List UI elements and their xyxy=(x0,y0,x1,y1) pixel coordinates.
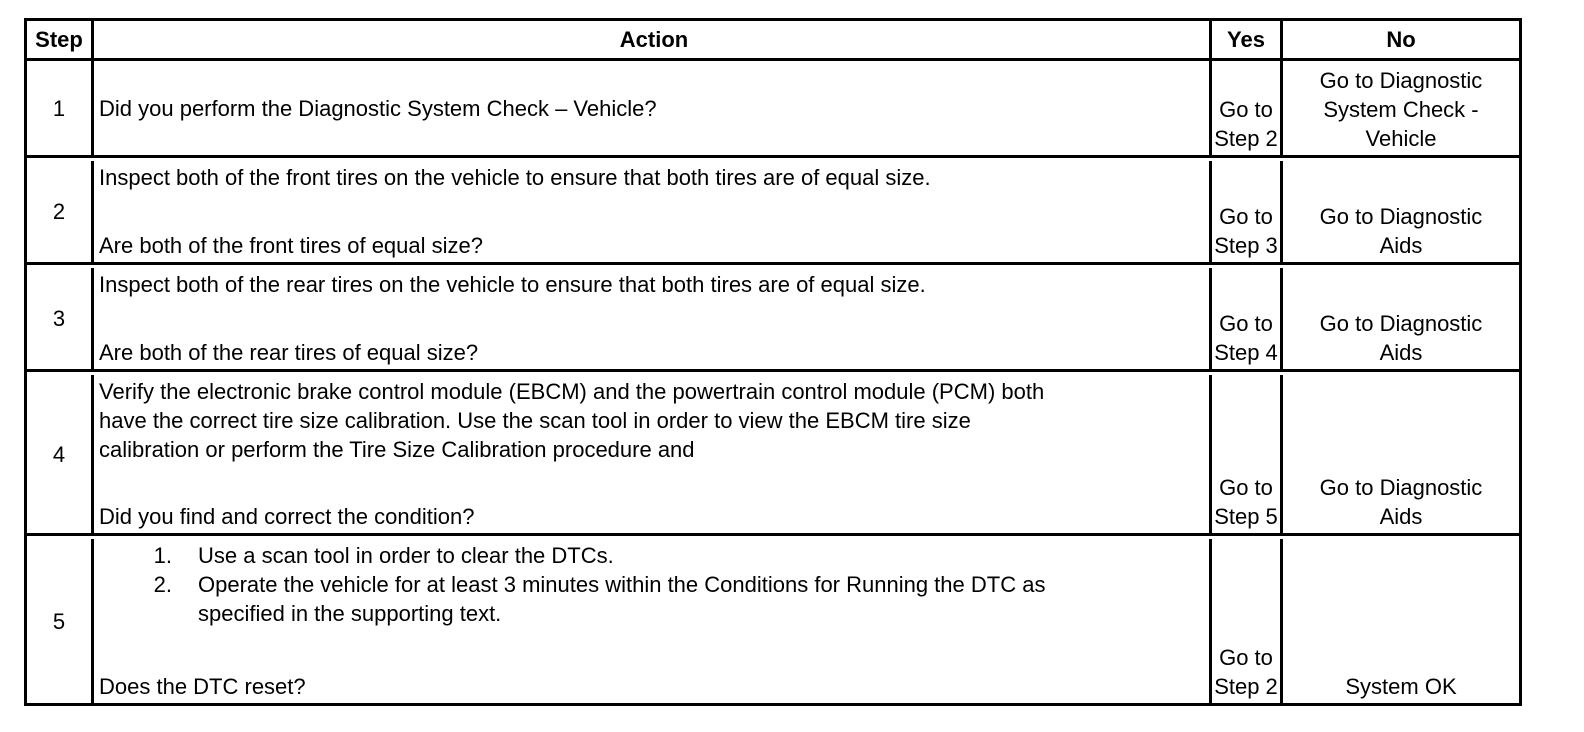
yes-line: Go to xyxy=(1219,204,1273,229)
no-cell xyxy=(1280,268,1519,369)
yes-cell xyxy=(1209,268,1280,369)
header-yes: Yes xyxy=(1209,21,1280,58)
diagnostic-table xyxy=(24,18,1522,706)
action-cell xyxy=(91,539,1209,703)
no-cell xyxy=(1280,375,1519,533)
action-cell xyxy=(91,375,1209,533)
yes-cell xyxy=(1209,375,1280,533)
yes-cell xyxy=(1209,539,1280,703)
no-line: Vehicle xyxy=(1365,126,1437,151)
action-question xyxy=(91,61,1209,155)
no-line: Go to Diagnostic xyxy=(1319,68,1483,93)
no-line: Go to Diagnostic xyxy=(1319,311,1483,336)
instruction-text: Inspect both of the rear tires on the vehicle to ensure that both tires are of equal size. xyxy=(99,272,926,297)
yes-line: Step 2 xyxy=(1214,674,1278,699)
instruction-text: Inspect both of the front tires on the vehicle to ensure that both tires are of equal size. xyxy=(99,165,931,190)
no-line: Aids xyxy=(1379,233,1423,258)
no-line: Aids xyxy=(1379,340,1423,365)
yes-line: Go to xyxy=(1219,97,1273,122)
header-action: Action xyxy=(91,21,1209,58)
action-cell xyxy=(91,268,1209,369)
question-text: Did you perform the Diagnostic System Check – Vehicle? xyxy=(99,95,657,121)
question-text: Does the DTC reset? xyxy=(99,674,306,699)
instruction-line: calibration or perform the Tire Size Calibration procedure and xyxy=(99,437,695,462)
instruction-line: Verify the electronic brake control module (EBCM) and the powertrain control module (PCM) both xyxy=(99,379,1045,404)
list-item xyxy=(94,570,1201,628)
yes-cell xyxy=(1209,161,1280,262)
table-row xyxy=(27,61,1519,158)
step-number: 1 xyxy=(52,95,66,121)
table-row xyxy=(27,161,1519,265)
no-line: System Check - xyxy=(1323,97,1479,122)
step-number: 5 xyxy=(52,608,66,634)
list-line: specified in the supporting text. xyxy=(198,601,502,626)
step-number: 2 xyxy=(52,199,66,224)
list-item xyxy=(94,541,1201,570)
yes-line: Step 4 xyxy=(1214,340,1278,365)
instruction-text xyxy=(99,377,1201,464)
yes-line: Step 5 xyxy=(1214,504,1278,529)
no-cell xyxy=(1280,539,1519,703)
question-text: Are both of the rear tires of equal size? xyxy=(99,340,479,365)
no-cell xyxy=(1280,61,1519,155)
no-cell xyxy=(1280,161,1519,262)
list-line: Use a scan tool in order to clear the DTCs. xyxy=(198,543,614,568)
yes-line: Step 3 xyxy=(1214,233,1278,258)
header-no: No xyxy=(1280,21,1519,58)
table-row xyxy=(27,268,1519,372)
list-number: 1. xyxy=(153,543,172,568)
numbered-list xyxy=(94,541,1201,628)
yes-cell xyxy=(1209,61,1280,155)
list-number: 2. xyxy=(153,572,172,597)
question-text: Did you find and correct the condition? xyxy=(99,504,475,529)
question-text: Are both of the front tires of equal size? xyxy=(99,233,484,258)
instruction-line: have the correct tire size calibration. Use the scan tool in order to view the EBCM tire size xyxy=(99,408,971,433)
no-line: Go to Diagnostic xyxy=(1319,204,1483,229)
no-line: System OK xyxy=(1345,674,1457,699)
header-step: Step xyxy=(35,27,83,52)
step-number: 3 xyxy=(52,306,66,331)
yes-line: Go to xyxy=(1219,645,1273,670)
table-row xyxy=(27,539,1519,703)
yes-line: Go to xyxy=(1219,475,1273,500)
table-header-row xyxy=(27,21,1519,61)
no-line: Aids xyxy=(1379,504,1423,529)
action-cell xyxy=(91,161,1209,262)
table-row xyxy=(27,375,1519,536)
yes-line: Go to xyxy=(1219,311,1273,336)
yes-line: Step 2 xyxy=(1214,126,1278,151)
list-line: Operate the vehicle for at least 3 minutes within the Conditions for Running the DTC as xyxy=(198,572,1046,597)
step-number: 4 xyxy=(52,441,66,467)
no-line: Go to Diagnostic xyxy=(1319,475,1483,500)
